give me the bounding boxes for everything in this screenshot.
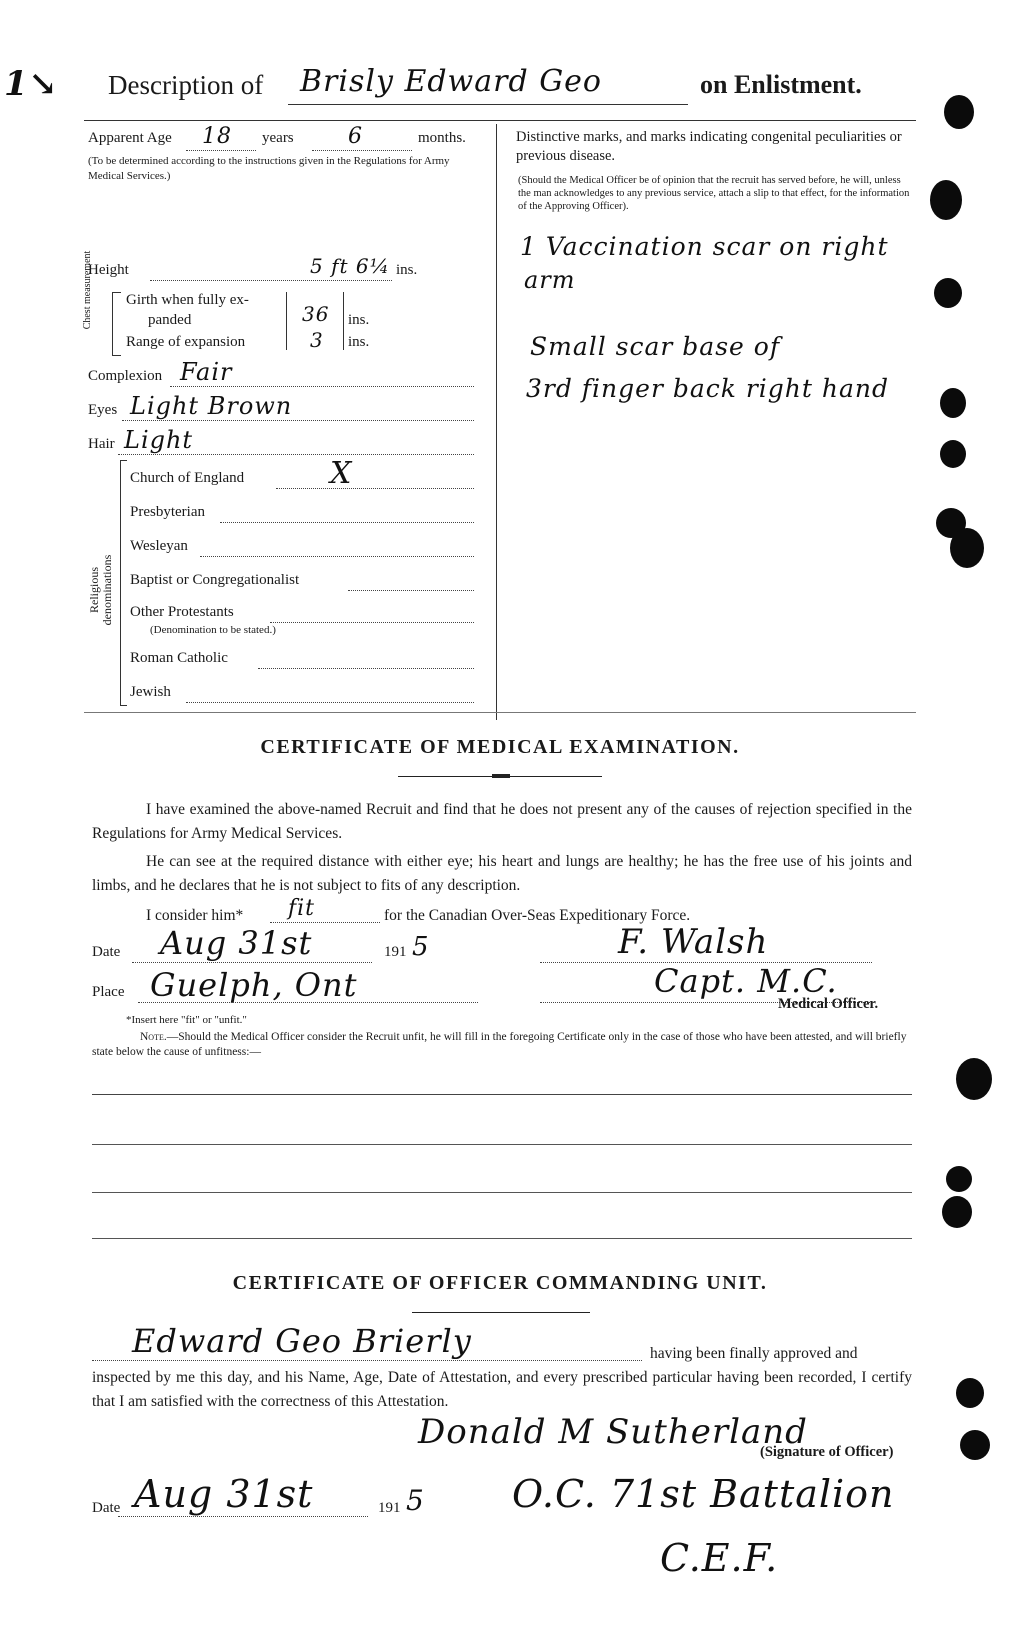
fit-line — [270, 922, 380, 923]
girth-value: 36 — [302, 302, 330, 326]
religion-line — [258, 668, 474, 669]
height-value: 5 ft 6¼ — [310, 254, 390, 278]
commanding-signature-label: (Signature of Officer) — [760, 1444, 894, 1460]
religion-jewish: Jewish — [130, 684, 171, 700]
religion-line — [200, 556, 474, 557]
chest-brace — [112, 292, 121, 356]
commanding-heading-rule — [412, 1312, 590, 1313]
unfitness-line — [92, 1144, 912, 1145]
girth-label: Girth when fully ex- — [126, 292, 249, 308]
binder-hole — [934, 278, 962, 308]
consider-suffix-text: for the Canadian Over-Seas Expeditionary Force. — [384, 907, 691, 924]
header-recruit-name: Brisly Edward Geo — [300, 64, 602, 99]
medical-heading: CERTIFICATE OF MEDICAL EXAMINATION. — [260, 736, 740, 758]
age-instruction-note: (To be determined according to the instructions given in the Regulations for Army Medical Services.) — [88, 155, 450, 182]
religion-other-protestants: Other Protestants — [130, 604, 234, 620]
religion-church-of-england: Church of England — [130, 470, 245, 486]
medical-para-1: I have examined the above-named Recruit and find that he does not present any of the causes of rejection specified in the Regulations for Army Medical Services. — [92, 801, 912, 842]
height-line — [150, 280, 392, 281]
commanding-date-value: Aug 31st — [134, 1472, 314, 1516]
medical-place-value: Guelph, Ont — [150, 966, 358, 1004]
form-top-border — [84, 120, 916, 121]
commanding-date-label: Date — [92, 1500, 121, 1516]
commanding-recruit-name: Edward Geo Brierly — [132, 1322, 472, 1360]
commanding-year-prefix: 191 — [378, 1500, 401, 1516]
binder-hole — [956, 1058, 992, 1100]
religion-line — [348, 590, 474, 591]
binder-hole — [940, 388, 966, 418]
age-years-value: 18 — [202, 124, 232, 149]
medical-date-line — [132, 962, 372, 963]
medical-date-label: Date — [92, 944, 121, 960]
medical-officer-rank: Capt. M.C. — [654, 962, 838, 1000]
religion-roman-catholic: Roman Catholic — [130, 650, 228, 666]
hair-label: Hair — [88, 436, 115, 452]
complexion-value: Fair — [180, 358, 233, 386]
eyes-line — [122, 420, 474, 421]
binder-hole — [956, 1378, 984, 1408]
age-years-line — [186, 150, 256, 151]
commanding-para: inspected by me this day, and his Name, Age, Date of Attestation, and every prescribed particular having been recorded, I certify that I am satisfied with the correctness of this Attestation. — [92, 1369, 912, 1410]
eyes-value: Light Brown — [130, 392, 293, 420]
consider-prefix: I consider him* — [146, 907, 244, 924]
range-label: Range of expansion — [126, 334, 246, 350]
corner-mark: 1↘ — [4, 64, 59, 104]
medical-place-label: Place — [92, 984, 125, 1000]
form-column-divider — [496, 124, 497, 720]
eyes-label: Eyes — [88, 402, 118, 418]
medical-officer-signature: F. Walsh — [618, 922, 769, 962]
chest-side-label: Chest measurement — [82, 250, 93, 330]
distinctive-marks-note: (Should the Medical Officer be of opinion that the recruit has served before, he will, unless the man acknowledges to any previous service, attach a slip to that effect, for the information of the Approving Officer). — [518, 175, 910, 212]
unfitness-line — [92, 1192, 912, 1193]
medical-year-prefix: 191 — [384, 944, 407, 960]
age-years-label: years — [262, 130, 294, 146]
unfitness-line — [92, 1094, 912, 1095]
religion-wesleyan: Wesleyan — [130, 538, 188, 554]
medical-note — [92, 1030, 912, 1060]
binder-hole — [944, 95, 974, 129]
distinctive-mark-line-3: Small scar base of — [530, 332, 781, 361]
hair-line — [118, 454, 474, 455]
distinctive-marks-heading: Distinctive marks, and marks indicating congenital peculiarities or previous disease. — [516, 129, 902, 164]
binder-hole — [960, 1430, 990, 1460]
commanding-officer-signature: Donald M Sutherland — [418, 1412, 808, 1452]
religion-line — [186, 702, 474, 703]
religion-baptist: Baptist or Congregationalist — [130, 572, 300, 588]
distinctive-mark-line-1: 1 Vaccination scar on right — [520, 232, 889, 261]
unfitness-line — [92, 1238, 912, 1239]
fit-value: fit — [288, 896, 316, 921]
religion-line — [276, 488, 474, 489]
distinctive-mark-line-4: 3rd finger back right hand — [526, 374, 890, 403]
range-value: 3 — [310, 328, 324, 352]
medical-note-label: Note. — [140, 1031, 167, 1043]
commanding-name-line — [92, 1360, 642, 1361]
header-name-line — [288, 104, 688, 105]
binder-hole — [942, 1196, 972, 1228]
insert-fit-note: *Insert here "fit" or "unfit." — [126, 1014, 247, 1026]
commanding-unit-line-2: C.E.F. — [660, 1536, 779, 1580]
medical-note-text: —Should the Medical Officer consider the Recruit unfit, he will fill in the foregoing Certificate only in the case of those who have been attested, and will briefly state below the cause of unfitness:— — [92, 1031, 907, 1058]
religion-brace — [120, 460, 127, 706]
height-label: Height — [88, 262, 129, 278]
header-title-prefix: Description of — [108, 70, 264, 100]
girth-label-cont: panded — [148, 312, 192, 328]
commanding-year-digit: 5 — [406, 1484, 425, 1517]
medical-officer-label: Medical Officer. — [778, 996, 879, 1012]
age-months-line — [312, 150, 412, 151]
medical-place-line — [138, 1002, 478, 1003]
form-bottom-border — [84, 712, 916, 713]
range-unit: ins. — [348, 334, 370, 350]
age-months-label: months. — [418, 130, 466, 146]
binder-hole — [930, 180, 962, 220]
medical-date-value: Aug 31st — [160, 924, 313, 962]
denomination-note: (Denomination to be stated.) — [150, 624, 276, 636]
commanding-heading: CERTIFICATE OF OFFICER COMMANDING UNIT. — [232, 1272, 768, 1294]
commanding-text-1: having been finally approved and — [650, 1345, 858, 1362]
religion-line — [220, 522, 474, 523]
medical-para-2: He can see at the required distance with either eye; his heart and lungs are healthy; he has the free use of his joints and limbs, and he declares that he is not subject to fits of any description. — [92, 853, 912, 894]
commanding-date-line — [118, 1516, 368, 1517]
binder-hole — [946, 1166, 972, 1192]
age-months-value: 6 — [348, 124, 363, 149]
age-label: Apparent Age — [88, 130, 172, 146]
medical-heading-rule-dot — [492, 774, 510, 778]
commanding-unit-line-1: O.C. 71st Battalion — [512, 1472, 895, 1516]
complexion-label: Complexion — [88, 368, 163, 384]
height-unit: ins. — [396, 262, 418, 278]
religion-side-label: Religious denominations — [87, 554, 114, 626]
girth-unit: ins. — [348, 312, 370, 328]
distinctive-mark-line-2: arm — [524, 266, 576, 294]
medical-year-digit: 5 — [412, 932, 430, 962]
header-title-suffix: on Enlistment. — [700, 70, 862, 99]
hair-value: Light — [124, 426, 194, 454]
religion-presbyterian: Presbyterian — [130, 504, 205, 520]
religion-line — [270, 622, 474, 623]
binder-hole — [950, 528, 984, 568]
binder-hole — [940, 440, 966, 468]
religion-mark: X — [330, 456, 353, 491]
complexion-line — [170, 386, 474, 387]
